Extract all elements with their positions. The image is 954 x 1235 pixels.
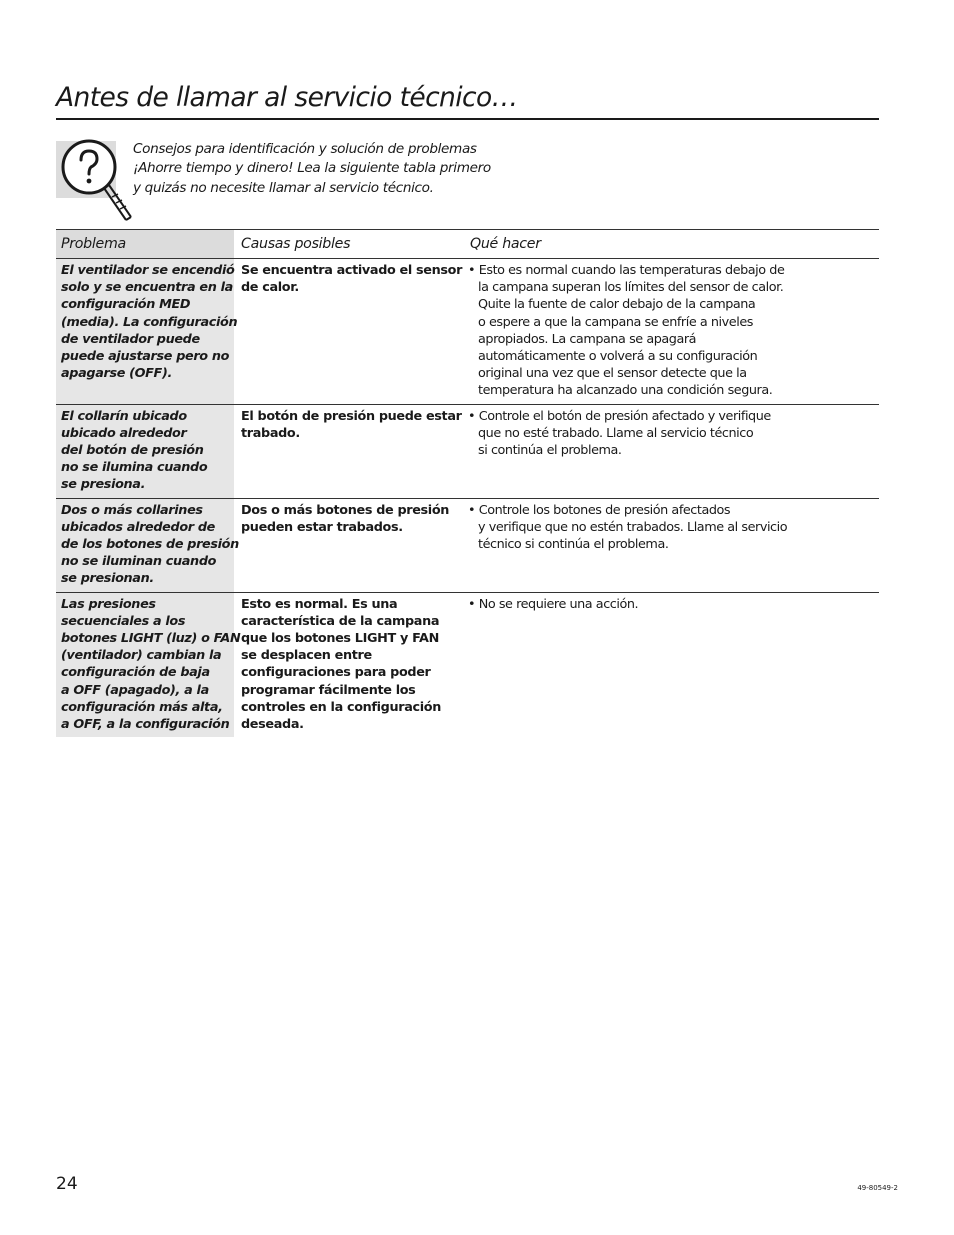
text-line: botones LIGHT (luz) o FAN [61, 631, 241, 647]
problem-cell [56, 498, 239, 592]
text-line: apropiados. La campana se apagará [478, 331, 697, 347]
text-line: pueden estar trabados. [241, 519, 403, 535]
table-row [56, 259, 879, 405]
text-line: automáticamente o volverá a su configuración [478, 349, 758, 365]
text-line: Dos o más botones de presión [241, 502, 450, 518]
text-line: El botón de presión puede estar [241, 408, 462, 424]
text-line: se presionan. [61, 571, 154, 587]
text-line: Quite la fuente de calor debajo de la campana [478, 297, 756, 313]
text-line: solo y se encuentra en la [61, 280, 233, 296]
text-line: deseada. [241, 717, 304, 733]
text-line: de los botones de presión [61, 537, 239, 553]
intro-line: ¡Ahorre tiempo y dinero! Lea la siguiente tabla primero [133, 160, 491, 177]
text-line: se presiona. [61, 477, 146, 493]
text-line: se desplacen entre [241, 648, 372, 664]
text-line: técnico si continúa el problema. [478, 537, 669, 553]
text-line: temperatura ha alcanzado una condición segura. [478, 383, 773, 399]
text-line: • Controle el botón de presión afectado y verifique [468, 408, 771, 424]
text-line: si continúa el problema. [478, 443, 622, 459]
header-causes: Causas posibles [234, 230, 464, 259]
document-code: 49-80549-2 [857, 1184, 898, 1192]
table-row [56, 404, 879, 498]
text-line: de ventilador puede [61, 331, 200, 347]
problem-cell [56, 259, 238, 405]
text-line: • Esto es normal cuando las temperaturas debajo de [468, 263, 785, 278]
action-cell [464, 592, 879, 737]
text-line: configuración más alta, [61, 699, 223, 715]
text-line: y verifique que no estén trabados. Llame al servicio [478, 519, 788, 535]
text-line: configuraciones para poder [241, 665, 431, 681]
header-what-to-do: Qué hacer [464, 230, 879, 259]
intro-line: Consejos para identificación y solución de problemas [133, 141, 477, 157]
text-line: programar fácilmente los [241, 682, 416, 698]
problem-cell [56, 404, 234, 498]
text-line: característica de la campana [241, 613, 440, 629]
action-cell [464, 404, 879, 498]
text-line: que los botones LIGHT y FAN [241, 631, 439, 647]
action-cell [464, 498, 879, 592]
text-line: del botón de presión [61, 443, 204, 459]
page-title: Antes de llamar al servicio técnico… [56, 80, 879, 120]
intro-text [133, 140, 533, 198]
text-line: controles en la configuración [241, 699, 441, 715]
text-line: original una vez que el sensor detecte que la [478, 366, 747, 382]
cause-cell [234, 404, 464, 498]
text-line: El collarín ubicado [61, 408, 187, 424]
text-line: a OFF (apagado), a la [61, 682, 209, 698]
text-line: no se ilumina cuando [61, 460, 208, 476]
text-line: trabado. [241, 425, 300, 441]
cause-cell [234, 498, 464, 592]
cause-cell [234, 259, 464, 405]
text-line: Las presiones [61, 596, 156, 612]
cause-cell [234, 592, 464, 737]
text-line: a OFF, a la configuración [61, 717, 230, 733]
text-line: la campana superan los límites del sensor de calor. [478, 280, 784, 296]
text-line: no se iluminan cuando [61, 554, 217, 570]
problem-cell [56, 592, 241, 737]
text-line: o espere a que la campana se enfríe a niveles [478, 314, 753, 330]
text-line: ubicados alrededor de [61, 519, 215, 535]
table-row [56, 592, 879, 737]
text-line: Dos o más collarines [61, 502, 203, 518]
text-line: de calor. [241, 280, 299, 296]
table-header-row [56, 230, 879, 259]
text-line: que no esté trabado. Llame al servicio técnico [478, 425, 754, 441]
text-line: secuenciales a los [61, 613, 186, 629]
action-cell [464, 259, 879, 405]
text-line: Se encuentra activado el sensor [241, 263, 463, 278]
text-line: (media). La configuración [61, 314, 238, 330]
text-line: • Controle los botones de presión afectados [468, 502, 731, 518]
text-line: configuración de baja [61, 665, 210, 681]
text-line: puede ajustarse pero no [61, 349, 230, 365]
table-row [56, 498, 879, 592]
question-magnifier-icon [56, 134, 136, 226]
text-line: (ventilador) cambian la [61, 648, 222, 664]
text-line: configuración MED [61, 297, 191, 313]
text-line: • No se requiere una acción. [468, 596, 639, 612]
text-line: Esto es normal. Es una [241, 596, 398, 612]
text-line: El ventilador se encendió [61, 263, 235, 278]
intro-line: y quizás no necesite llamar al servicio técnico. [133, 179, 434, 196]
header-problem: Problema [56, 230, 234, 259]
text-line: ubicado alrededor [61, 425, 187, 441]
troubleshooting-table [56, 229, 879, 737]
page-number: 24 [56, 1174, 78, 1194]
text-line: apagarse (OFF). [61, 366, 172, 382]
